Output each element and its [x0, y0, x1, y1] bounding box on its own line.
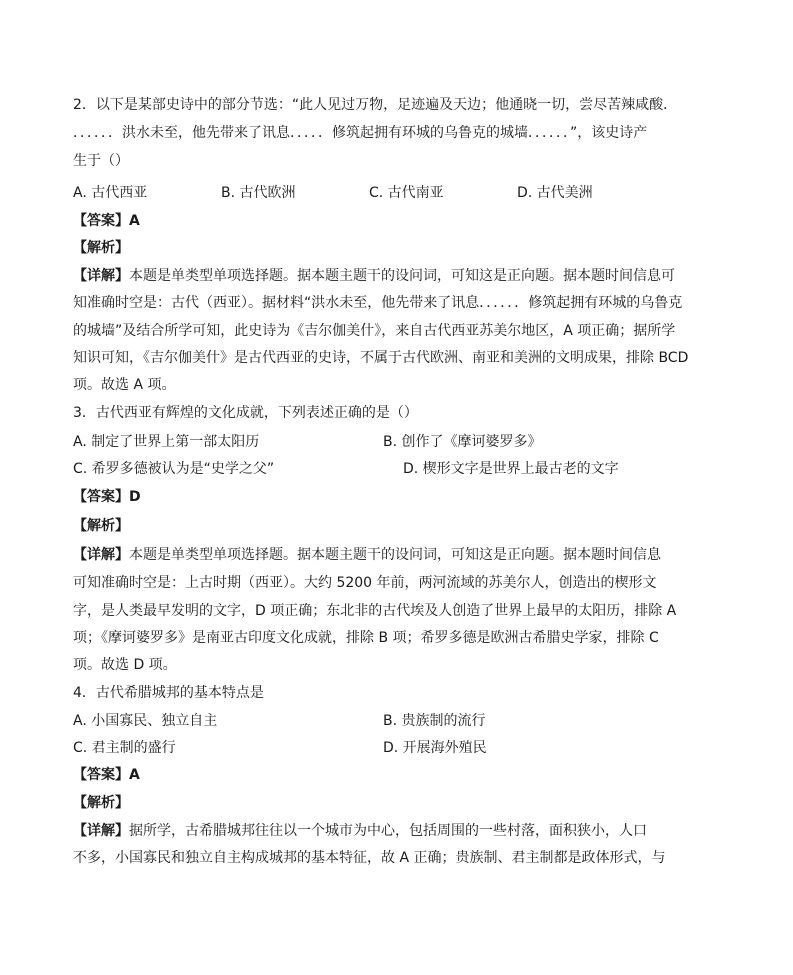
q2-detail-line-5: 项。故选 A 项。 — [73, 377, 176, 393]
q3-analysis-label: 【解析】 — [73, 518, 129, 534]
q2-stem-line-2: ．．．．．．洪水未至，他先带来了讯息．．．．．修筑起拥有环城的乌鲁克的城墙．．．．．．”，该史诗产 — [73, 125, 648, 141]
q3-stem-line-1: 3．古代西亚有辉煌的文化成就，下列表述正确的是（） — [73, 405, 418, 421]
q2-stem-line-3: 生于（） — [73, 153, 129, 169]
q3-option-b: B. 创作了《摩诃婆罗多》 — [383, 434, 542, 450]
q3-answer — [73, 487, 141, 507]
q4-option-c: C. 君主制的盛行 — [73, 740, 176, 756]
q2-option-d: D. 古代美洲 — [517, 185, 593, 201]
detail-label: 【详解】 — [73, 268, 129, 284]
answer-value: D — [129, 489, 141, 505]
q2-detail-line-2: 知准确时空是：古代（西亚）。据材料“洪水未至，他先带来了讯息．．．．．．修筑起拥有环城的乌鲁克 — [73, 295, 683, 311]
q4-detail-line-1: 【详解】据所学，古希腊城邦往往以一个城市为中心，包括周围的一些村落，面积狭小，人口 — [73, 823, 647, 839]
q3-detail-line-2: 可知准确时空是：上古时期（西亚）。大约 5200 年前，两河流域的苏美尔人，创造出的楔形文 — [73, 575, 657, 591]
q4-option-a: A. 小国寡民、独立自主 — [73, 713, 218, 729]
q3-detail-line-3: 字，是人类最早发明的文字，D 项正确；东北非的古代埃及人创造了世界上最早的太阳历，排除 A — [73, 603, 677, 619]
q2-analysis-label: 【解析】 — [73, 240, 129, 256]
answer-value: A — [129, 767, 140, 783]
q4-option-b: B. 贵族制的流行 — [383, 713, 486, 729]
q2-option-c: C. 古代南亚 — [369, 185, 444, 201]
q2-stem-line-1: 2．以下是某部史诗中的部分节选：“此人见过万物，足迹遍及天边；他通晓一切，尝尽苦辣咸酸． — [73, 97, 678, 113]
q2-option-b: B. 古代欧洲 — [221, 185, 296, 201]
answer-label: 【答案】 — [73, 489, 129, 505]
answer-label: 【答案】 — [73, 213, 129, 229]
q3-option-a: A. 制定了世界上第一部太阳历 — [73, 434, 260, 450]
q3-option-d: D. 楔形文字是世界上最古老的文字 — [403, 461, 619, 477]
q4-stem-line-1: 4．古代希腊城邦的基本特点是 — [73, 685, 264, 701]
answer-value: A — [129, 213, 140, 229]
q2-detail-line-3: 的城墙”及结合所学可知，此史诗为《吉尔伽美什》，来自古代西亚苏美尔地区，A 项正确；据所学 — [73, 323, 676, 339]
q3-detail-line-5: 项。故选 D 项。 — [73, 657, 177, 673]
q3-detail-line-4: 项；《摩诃婆罗多》是南亚古印度文化成就，排除 B 项；希罗多德是欧洲古希腊史学家，排除 C — [73, 630, 659, 646]
detail-label: 【详解】 — [73, 823, 129, 839]
q4-answer — [73, 765, 140, 785]
q2-detail-line-4: 知识可知，《吉尔伽美什》是古代西亚的史诗，不属于古代欧洲、南亚和美洲的文明成果，排除 BCD — [73, 350, 689, 366]
q2-option-a: A. 古代西亚 — [73, 185, 148, 201]
answer-label: 【答案】 — [73, 767, 129, 783]
q4-option-d: D. 开展海外殖民 — [383, 740, 487, 756]
q3-option-c: C. 希罗多德被认为是“史学之父” — [73, 461, 275, 477]
q4-analysis-label: 【解析】 — [73, 795, 129, 811]
q4-detail-line-2: 不多，小国寡民和独立自主构成城邦的基本特征，故 A 正确；贵族制、君主制都是政体形式，与 — [73, 850, 666, 866]
q2-answer — [73, 211, 140, 231]
detail-label: 【详解】 — [73, 547, 129, 563]
q3-detail-line-1: 【详解】本题是单类型单项选择题。据本题主题干的设问词，可知这是正向题。据本题时间信息 — [73, 547, 661, 563]
q2-detail-line-1: 【详解】本题是单类型单项选择题。据本题主题干的设问词，可知这是正向题。据本题时间信息可 — [73, 268, 675, 284]
